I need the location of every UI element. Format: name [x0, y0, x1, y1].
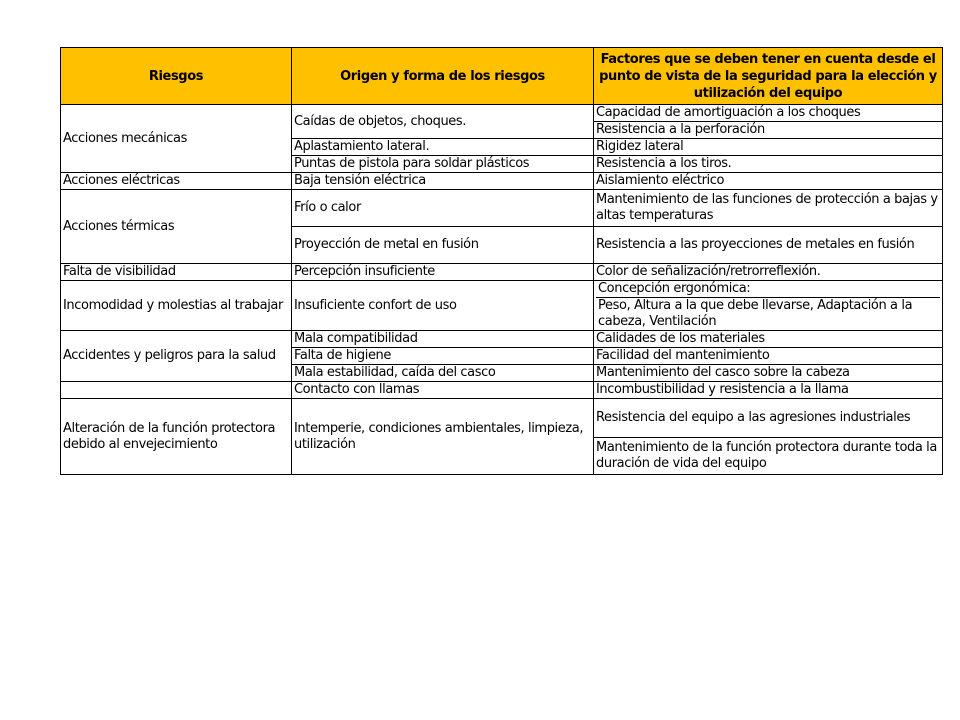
- factor-line: Concepción ergonómica:: [596, 281, 940, 298]
- risk-cell: Acciones mecánicas: [61, 105, 292, 173]
- origin-cell: Intemperie, condiciones ambientales, limpieza, utilización: [292, 399, 594, 475]
- origin-cell: Puntas de pistola para soldar plásticos: [292, 156, 594, 173]
- factor-cell: Incombustibilidad y resistencia a la llama: [594, 382, 943, 399]
- header-riesgos: Riesgos: [61, 48, 292, 105]
- factor-cell: Resistencia a la perforación: [594, 122, 943, 139]
- header-row: [61, 48, 943, 105]
- risk-cell: [61, 382, 292, 399]
- origin-cell: Caídas de objetos, choques.: [292, 105, 594, 139]
- table-row: [61, 105, 943, 122]
- risk-cell: Falta de visibilidad: [61, 264, 292, 281]
- risk-cell: Accidentes y peligros para la salud: [61, 331, 292, 382]
- factor-cell: Capacidad de amortiguación a los choques: [594, 105, 943, 122]
- factor-cell: Mantenimiento de la función protectora durante toda la duración de vida del equipo: [594, 438, 943, 475]
- factor-cell: Aislamiento eléctrico: [594, 173, 943, 190]
- factor-cell: Color de señalización/retrorreflexión.: [594, 264, 943, 281]
- factor-cell: Facilidad del mantenimiento: [594, 348, 943, 365]
- table-row: [61, 331, 943, 348]
- origin-cell: Frío o calor: [292, 190, 594, 227]
- factor-cell: Resistencia a los tiros.: [594, 156, 943, 173]
- origin-cell: Insuficiente confort de uso: [292, 281, 594, 331]
- table-row: [61, 190, 943, 227]
- risk-cell: Alteración de la función protectora debido al envejecimiento: [61, 399, 292, 475]
- origin-cell: Mala compatibilidad: [292, 331, 594, 348]
- table-row: [61, 173, 943, 190]
- header-factores: Factores que se deben tener en cuenta desde el punto de vista de la seguridad para la elección y utilización del equipo: [594, 48, 943, 105]
- origin-cell: Contacto con llamas: [292, 382, 594, 399]
- factor-cell: Calidades de los materiales: [594, 331, 943, 348]
- origin-cell: Baja tensión eléctrica: [292, 173, 594, 190]
- table-row: [61, 382, 943, 399]
- risk-cell: Incomodidad y molestias al trabajar: [61, 281, 292, 331]
- table-row: [61, 264, 943, 281]
- risk-cell: Acciones eléctricas: [61, 173, 292, 190]
- factor-cell: Resistencia a las proyecciones de metales en fusión: [594, 227, 943, 264]
- risk-table: [60, 47, 943, 475]
- origin-cell: Percepción insuficiente: [292, 264, 594, 281]
- factor-cell: Resistencia del equipo a las agresiones industriales: [594, 399, 943, 438]
- origin-cell: Mala estabilidad, caída del casco: [292, 365, 594, 382]
- factor-cell: Mantenimiento de las funciones de protección a bajas y altas temperaturas: [594, 190, 943, 227]
- factor-cell: Rigidez lateral: [594, 139, 943, 156]
- table-row: [61, 399, 943, 438]
- factor-cell: Mantenimiento del casco sobre la cabeza: [594, 365, 943, 382]
- table-row: [61, 281, 943, 331]
- origin-cell: Aplastamiento lateral.: [292, 139, 594, 156]
- header-origen: Origen y forma de los riesgos: [292, 48, 594, 105]
- factor-line: Peso, Altura a la que debe llevarse, Adaptación a la cabeza, Ventilación: [598, 298, 913, 329]
- origin-cell: Falta de higiene: [292, 348, 594, 365]
- origin-cell: Proyección de metal en fusión: [292, 227, 594, 264]
- risk-cell: Acciones térmicas: [61, 190, 292, 264]
- factor-cell: [594, 281, 943, 331]
